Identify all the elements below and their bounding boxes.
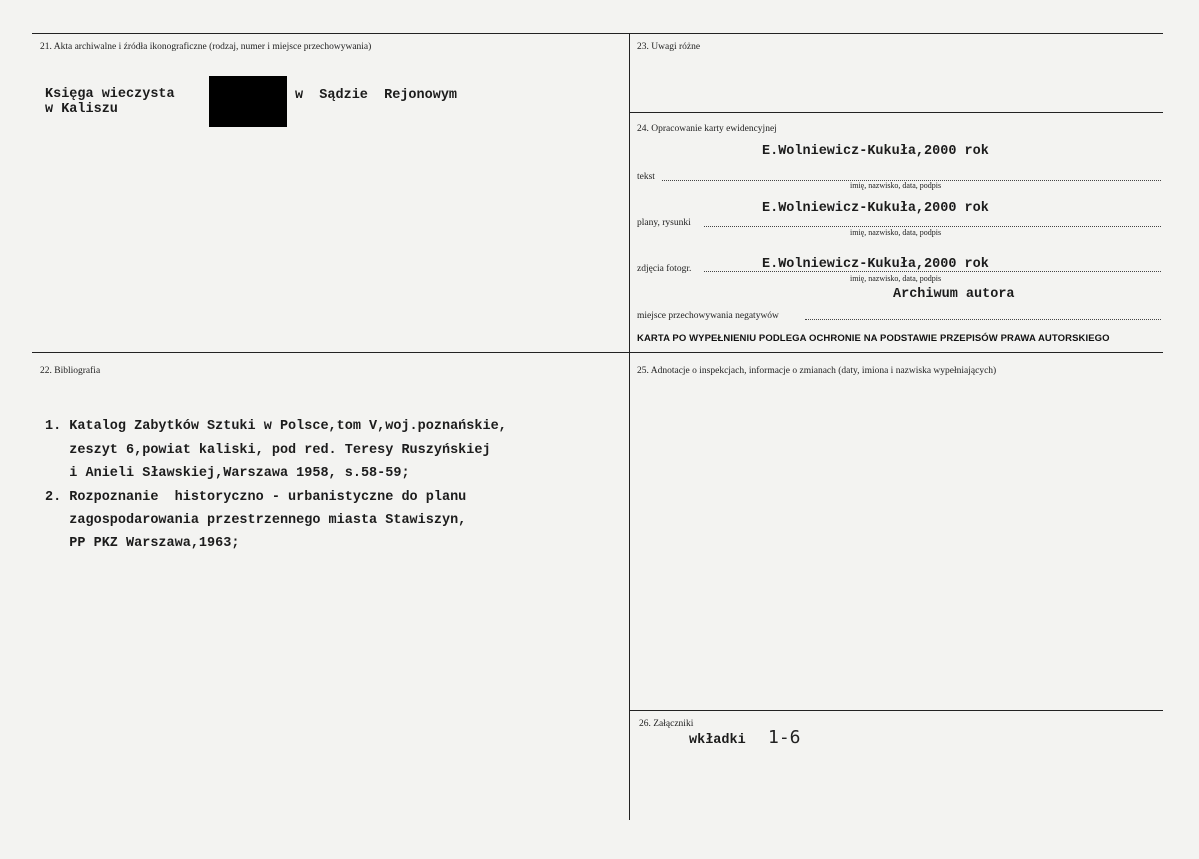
field21-text-part1: Księga wieczysta bbox=[45, 87, 175, 102]
zdjecia-caption: imię, nazwisko, data, podpis bbox=[850, 274, 942, 283]
bibliography-line: zeszyt 6,powiat kaliski, pod red. Teresy Ruszyńskiej bbox=[45, 443, 491, 458]
plany-dotted-line bbox=[704, 226, 1161, 227]
middle-rule bbox=[32, 352, 1163, 353]
bibliography-line: zagospodarowania przestrzennego miasta Stawiszyn, bbox=[45, 513, 467, 528]
rule-23-24 bbox=[629, 112, 1163, 113]
bibliography-line: PP PKZ Warszawa,1963; bbox=[45, 536, 240, 551]
rule-25-26 bbox=[629, 710, 1163, 711]
tekst-label: tekst bbox=[637, 172, 655, 182]
field21-text-part2: w Sądzie Rejonowym bbox=[295, 88, 458, 103]
miejsce-value: Archiwum autora bbox=[893, 287, 1015, 302]
copyright-notice: KARTA PO WYPEŁNIENIU PODLEGA OCHRONIE NA PODSTAWIE PRZEPISÓW PRAWA AUTORSKIEGO bbox=[637, 333, 1110, 344]
center-divider bbox=[629, 33, 630, 820]
zdjecia-dotted-line bbox=[704, 271, 1161, 272]
bibliography-line: 2. Rozpoznanie historyczno - urbanistyczne do planu bbox=[45, 490, 467, 505]
field25-label: 25. Adnotacje o inspekcjach, informacje o zmianach (daty, imiona i nazwiska wypełniających) bbox=[637, 366, 997, 376]
bibliography-line: 1. Katalog Zabytków Sztuki w Polsce,tom V,woj.poznańskie, bbox=[45, 419, 507, 434]
miejsce-dotted-line bbox=[805, 319, 1161, 320]
redaction-block bbox=[209, 76, 287, 127]
tekst-value: E.Wolniewicz-Kukuła,2000 rok bbox=[762, 144, 989, 159]
plany-value: E.Wolniewicz-Kukuła,2000 rok bbox=[762, 201, 989, 216]
field23-label: 23. Uwagi różne bbox=[637, 42, 701, 52]
field21-text-line2: w Kaliszu bbox=[45, 102, 118, 117]
field26-typed: wkładki bbox=[689, 733, 746, 748]
zdjecia-label: zdjęcia fotogr. bbox=[637, 264, 692, 274]
field22-label: 22. Bibliografia bbox=[40, 366, 101, 376]
plany-label: plany, rysunki bbox=[637, 218, 691, 228]
field24-label: 24. Opracowanie karty ewidencyjnej bbox=[637, 124, 777, 134]
zdjecia-value: E.Wolniewicz-Kukuła,2000 rok bbox=[762, 257, 989, 272]
field26-handwritten: 1-6 bbox=[768, 727, 801, 748]
field21-label: 21. Akta archiwalne i źródła ikonograficzne (rodzaj, numer i miejsce przechowywania) bbox=[40, 42, 372, 52]
miejsce-label: miejsce przechowywania negatywów bbox=[637, 311, 779, 321]
tekst-caption: imię, nazwisko, data, podpis bbox=[850, 181, 942, 190]
top-rule bbox=[32, 33, 1163, 34]
plany-caption: imię, nazwisko, data, podpis bbox=[850, 228, 942, 237]
bibliography-line: i Anieli Sławskiej,Warszawa 1958, s.58-59; bbox=[45, 466, 410, 481]
field26-label: 26. Załączniki bbox=[639, 719, 694, 729]
